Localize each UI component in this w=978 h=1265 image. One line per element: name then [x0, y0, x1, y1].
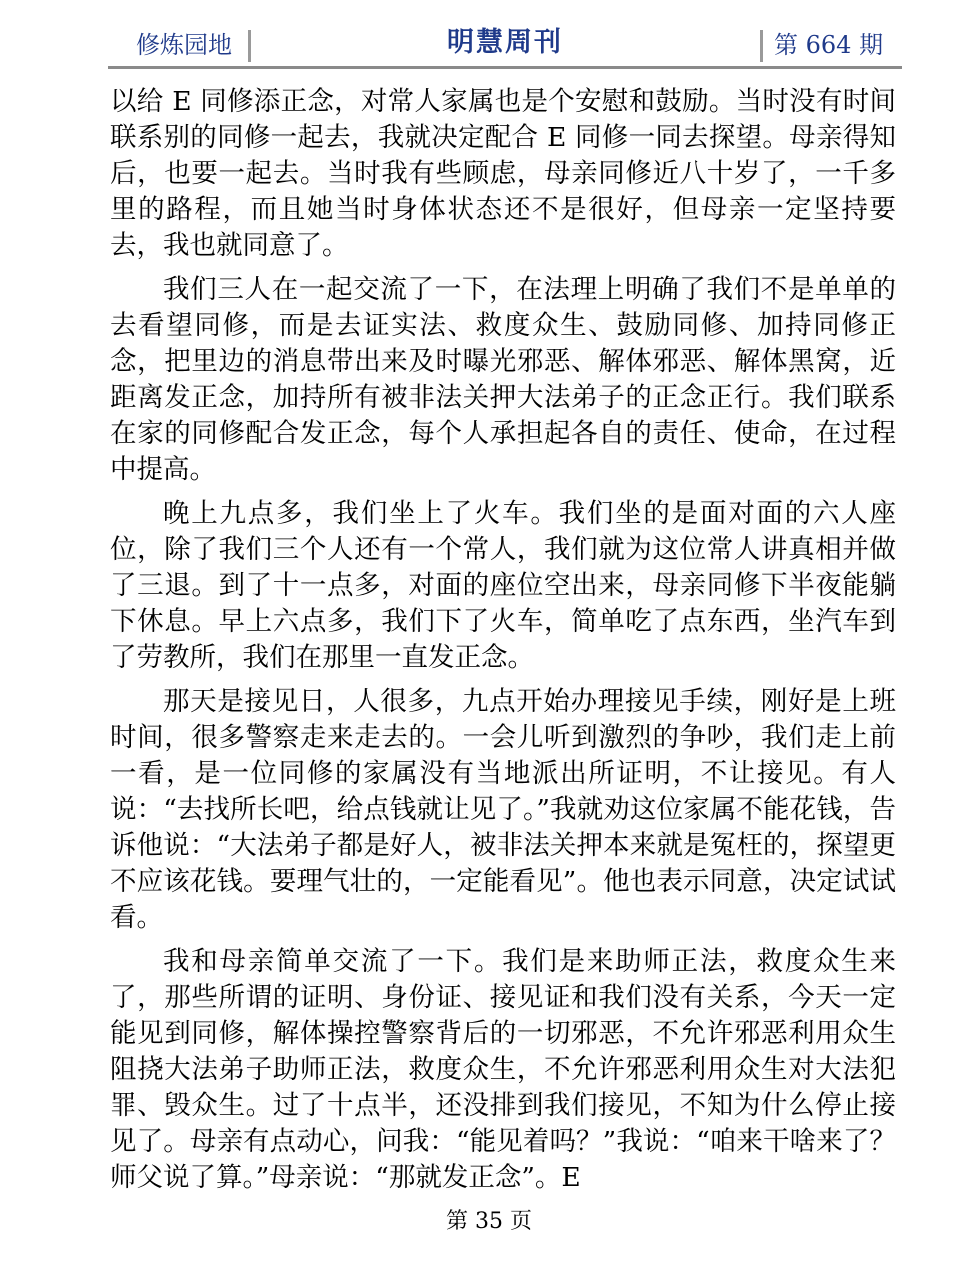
- paragraph: 我们三人在一起交流了一下，在法理上明确了我们不是单单的去看望同修，而是去证实法、救度众生、鼓励同修、加持同修正念，把里边的消息带出来及时曝光邪恶、解体邪恶、解体黑窝，近距离发正念，加持所有被非法关押大法弟子的正念正行。我们联系在家的同修配合发正念，每个人承担起各自的责任、使命，在过程中提高。: [110, 274, 896, 485]
- article-body: [110, 84, 896, 1204]
- paragraph: 那天是接见日，人很多，九点开始办理接见手续，刚好是上班时间，很多警察走来走去的。一会儿听到激烈的争吵，我们走上前一看，是一位同修的家属没有当地派出所证明，不让接见。有人说：“去找所长吧，给点钱就让见了。”我就劝这位家属不能花钱，告诉他说：“大法弟子都是好人，被非法关押本来就是冤枉的，探望更不应该花钱。要理气壮的，一定能看见”。他也表示同意，决定试试看。: [110, 686, 896, 933]
- header-separator-right: [760, 30, 763, 62]
- issue-number: 第 664 期: [774, 31, 884, 59]
- paragraph-continued: 以给 E 同修添正念，对常人家属也是个安慰和鼓励。当时没有时间联系别的同修一起去，我就决定配合 E 同修一同去探望。母亲得知后，也要一起去。当时我有些顾虑，母亲同修近八十岁了，一千多里的路程，而且她当时身体状态还不是很好，但母亲一定坚持要去，我也就同意了。: [110, 86, 896, 261]
- magazine-title: 明慧周刊: [447, 27, 563, 58]
- paragraph: 晚上九点多，我们坐上了火车。我们坐的是面对面的六人座位，除了我们三个人还有一个常人，我们就为这位常人讲真相并做了三退。到了十一点多，对面的座位空出来，母亲同修下半夜能躺下休息。早上六点多，我们下了火车，简单吃了点东西，坐汽车到了劳教所，我们在那里一直发正念。: [110, 498, 896, 673]
- paragraph: 我和母亲简单交流了一下。我们是来助师正法，救度众生来了，那些所谓的证明、身份证、接见证和我们没有关系，今天一定能见到同修，解体操控警察背后的一切邪恶，不允许邪恶利用众生阻挠大法弟子助师正法，救度众生，不允许邪恶利用众生对大法犯罪、毁众生。过了十点半，还没排到我们接见，不知为什么停止接见了。母亲有点动心，问我：“能见着吗？”我说：“咱来干啥来了？师父说了算。”母亲说：“那就发正念”。E: [110, 946, 896, 1193]
- header-rule: [108, 66, 902, 69]
- page-number: 第 35 页: [446, 1209, 532, 1234]
- page-header: [108, 24, 902, 68]
- section-label: 修炼园地: [136, 31, 232, 59]
